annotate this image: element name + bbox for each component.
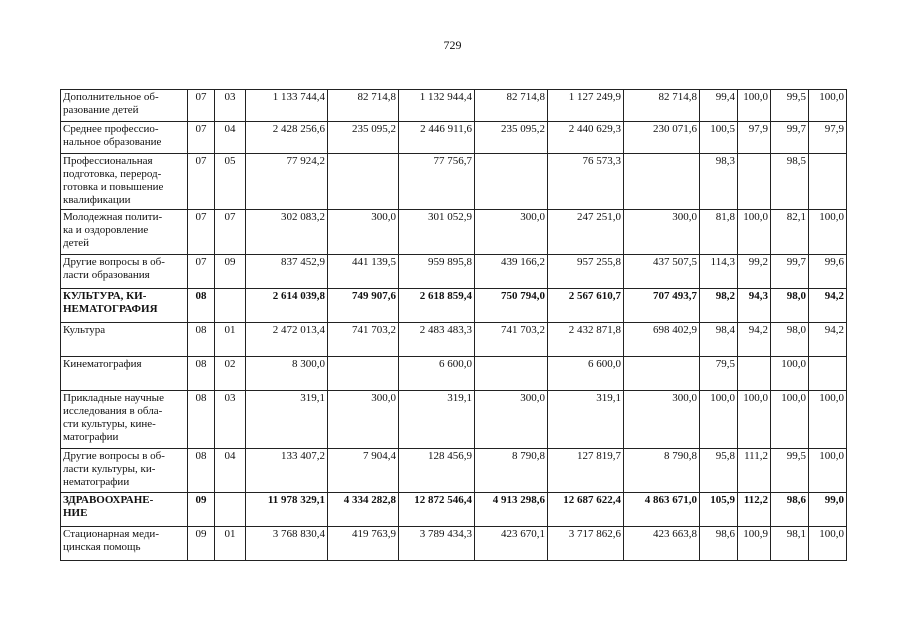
value-cell [475, 357, 548, 391]
table-row [61, 323, 847, 357]
value-cell: 97,9 [809, 122, 847, 154]
value-cell: 76 573,3 [548, 154, 624, 210]
value-cell: 235 095,2 [328, 122, 399, 154]
value-cell: 82 714,8 [624, 90, 700, 122]
value-cell: 114,3 [700, 255, 738, 289]
value-cell [809, 357, 847, 391]
value-cell: 99,0 [809, 493, 847, 527]
value-cell [738, 357, 771, 391]
value-cell: 94,2 [809, 323, 847, 357]
subsection-code-cell: 04 [215, 122, 246, 154]
value-cell: 100,0 [738, 210, 771, 255]
section-code-cell: 08 [188, 391, 215, 449]
subsection-code-cell [215, 493, 246, 527]
value-cell: 100,0 [809, 449, 847, 493]
value-cell: 127 819,7 [548, 449, 624, 493]
section-code-cell: 09 [188, 493, 215, 527]
section-code-cell: 07 [188, 210, 215, 255]
row-name-cell: Среднее профессио- нальное образование [61, 122, 188, 154]
value-cell: 98,0 [771, 289, 809, 323]
value-cell: 6 600,0 [548, 357, 624, 391]
value-cell: 99,5 [771, 90, 809, 122]
value-cell: 98,0 [771, 323, 809, 357]
value-cell: 750 794,0 [475, 289, 548, 323]
value-cell: 98,1 [771, 527, 809, 561]
value-cell: 437 507,5 [624, 255, 700, 289]
value-cell: 419 763,9 [328, 527, 399, 561]
value-cell: 300,0 [624, 391, 700, 449]
value-cell: 100,0 [771, 357, 809, 391]
subsection-code-cell: 02 [215, 357, 246, 391]
page-number: 729 [443, 38, 462, 52]
value-cell: 97,9 [738, 122, 771, 154]
value-cell: 300,0 [328, 391, 399, 449]
value-cell [475, 154, 548, 210]
value-cell: 94,2 [738, 323, 771, 357]
value-cell: 82 714,8 [475, 90, 548, 122]
value-cell: 99,4 [700, 90, 738, 122]
row-name-cell: Другие вопросы в об- ласти культуры, ки- нематографии [61, 449, 188, 493]
value-cell: 3 768 830,4 [246, 527, 328, 561]
value-cell: 302 083,2 [246, 210, 328, 255]
value-cell [328, 154, 399, 210]
section-code-cell: 07 [188, 255, 215, 289]
row-name-cell: Кинематография [61, 357, 188, 391]
value-cell [809, 154, 847, 210]
value-cell: 707 493,7 [624, 289, 700, 323]
value-cell: 99,6 [809, 255, 847, 289]
value-cell: 235 095,2 [475, 122, 548, 154]
value-cell: 105,9 [700, 493, 738, 527]
value-cell: 1 132 944,4 [399, 90, 475, 122]
value-cell: 94,2 [809, 289, 847, 323]
value-cell: 300,0 [475, 210, 548, 255]
table-row [61, 90, 847, 122]
value-cell: 4 913 298,6 [475, 493, 548, 527]
table-row [61, 449, 847, 493]
subsection-code-cell: 01 [215, 323, 246, 357]
value-cell [328, 357, 399, 391]
value-cell: 8 300,0 [246, 357, 328, 391]
value-cell: 230 071,6 [624, 122, 700, 154]
value-cell: 100,0 [809, 90, 847, 122]
table-row [61, 255, 847, 289]
value-cell: 100,0 [700, 391, 738, 449]
value-cell: 99,7 [771, 255, 809, 289]
section-code-cell: 08 [188, 357, 215, 391]
value-cell: 11 978 329,1 [246, 493, 328, 527]
value-cell: 128 456,9 [399, 449, 475, 493]
value-cell: 98,6 [700, 527, 738, 561]
subsection-code-cell: 07 [215, 210, 246, 255]
subsection-code-cell: 01 [215, 527, 246, 561]
section-code-cell: 08 [188, 449, 215, 493]
value-cell: 741 703,2 [475, 323, 548, 357]
value-cell: 81,8 [700, 210, 738, 255]
value-cell: 100,0 [809, 210, 847, 255]
value-cell: 301 052,9 [399, 210, 475, 255]
row-name-cell: Профессиональная подготовка, переpод- готовка и повышение квалификации [61, 154, 188, 210]
value-cell: 959 895,8 [399, 255, 475, 289]
section-code-cell: 07 [188, 122, 215, 154]
table-row [61, 391, 847, 449]
value-cell: 423 663,8 [624, 527, 700, 561]
row-name-cell: Прикладные научные исследования в обла- сти культуры, кине- матографии [61, 391, 188, 449]
value-cell: 99,2 [738, 255, 771, 289]
value-cell: 82 714,8 [328, 90, 399, 122]
table-row [61, 357, 847, 391]
value-cell: 741 703,2 [328, 323, 399, 357]
value-cell: 441 139,5 [328, 255, 399, 289]
row-name-cell: Стационарная меди- цинская помощь [61, 527, 188, 561]
subsection-code-cell: 03 [215, 391, 246, 449]
value-cell: 100,5 [700, 122, 738, 154]
subsection-code-cell [215, 289, 246, 323]
table-row [61, 122, 847, 154]
value-cell: 300,0 [328, 210, 399, 255]
table-row [61, 289, 847, 323]
value-cell: 100,0 [809, 391, 847, 449]
value-cell [738, 154, 771, 210]
value-cell: 3 789 434,3 [399, 527, 475, 561]
subsection-code-cell: 04 [215, 449, 246, 493]
value-cell: 100,0 [738, 391, 771, 449]
value-cell: 6 600,0 [399, 357, 475, 391]
value-cell: 2 614 039,8 [246, 289, 328, 323]
budget-table [60, 89, 847, 561]
value-cell: 100,9 [738, 527, 771, 561]
table-row [61, 154, 847, 210]
value-cell: 1 133 744,4 [246, 90, 328, 122]
value-cell: 98,6 [771, 493, 809, 527]
value-cell: 2 428 256,6 [246, 122, 328, 154]
row-name-cell: Молодежная полити- ка и оздоровление детей [61, 210, 188, 255]
row-name-cell: Другие вопросы в об- ласти образования [61, 255, 188, 289]
table-row [61, 493, 847, 527]
value-cell: 8 790,8 [475, 449, 548, 493]
value-cell: 698 402,9 [624, 323, 700, 357]
section-code-cell: 07 [188, 154, 215, 210]
value-cell: 99,5 [771, 449, 809, 493]
value-cell: 837 452,9 [246, 255, 328, 289]
subsection-code-cell: 03 [215, 90, 246, 122]
subsection-code-cell: 05 [215, 154, 246, 210]
value-cell: 8 790,8 [624, 449, 700, 493]
value-cell: 79,5 [700, 357, 738, 391]
value-cell: 7 904,4 [328, 449, 399, 493]
table-row [61, 210, 847, 255]
value-cell: 2 618 859,4 [399, 289, 475, 323]
value-cell: 319,1 [246, 391, 328, 449]
value-cell: 98,5 [771, 154, 809, 210]
value-cell: 82,1 [771, 210, 809, 255]
value-cell: 98,2 [700, 289, 738, 323]
value-cell: 77 756,7 [399, 154, 475, 210]
value-cell: 1 127 249,9 [548, 90, 624, 122]
value-cell: 319,1 [548, 391, 624, 449]
value-cell: 439 166,2 [475, 255, 548, 289]
value-cell: 98,3 [700, 154, 738, 210]
subsection-code-cell: 09 [215, 255, 246, 289]
value-cell: 4 334 282,8 [328, 493, 399, 527]
value-cell: 12 872 546,4 [399, 493, 475, 527]
row-name-cell: ЗДРАВООХРАНЕ- НИЕ [61, 493, 188, 527]
value-cell: 2 472 013,4 [246, 323, 328, 357]
value-cell: 2 446 911,6 [399, 122, 475, 154]
value-cell: 749 907,6 [328, 289, 399, 323]
value-cell: 133 407,2 [246, 449, 328, 493]
value-cell: 12 687 622,4 [548, 493, 624, 527]
section-code-cell: 08 [188, 289, 215, 323]
value-cell: 2 432 871,8 [548, 323, 624, 357]
value-cell: 99,7 [771, 122, 809, 154]
value-cell: 4 863 671,0 [624, 493, 700, 527]
value-cell: 2 567 610,7 [548, 289, 624, 323]
value-cell: 300,0 [624, 210, 700, 255]
value-cell: 423 670,1 [475, 527, 548, 561]
value-cell: 300,0 [475, 391, 548, 449]
value-cell: 247 251,0 [548, 210, 624, 255]
section-code-cell: 09 [188, 527, 215, 561]
value-cell: 95,8 [700, 449, 738, 493]
row-name-cell: КУЛЬТУРА, КИ- НЕМАТОГРАФИЯ [61, 289, 188, 323]
value-cell: 98,4 [700, 323, 738, 357]
section-code-cell: 07 [188, 90, 215, 122]
value-cell: 111,2 [738, 449, 771, 493]
row-name-cell: Дополнительное об- разование детей [61, 90, 188, 122]
value-cell: 100,0 [771, 391, 809, 449]
value-cell: 3 717 862,6 [548, 527, 624, 561]
value-cell [624, 357, 700, 391]
value-cell: 112,2 [738, 493, 771, 527]
value-cell: 957 255,8 [548, 255, 624, 289]
value-cell: 2 440 629,3 [548, 122, 624, 154]
value-cell: 94,3 [738, 289, 771, 323]
value-cell: 2 483 483,3 [399, 323, 475, 357]
value-cell [624, 154, 700, 210]
row-name-cell: Культура [61, 323, 188, 357]
value-cell: 319,1 [399, 391, 475, 449]
value-cell: 77 924,2 [246, 154, 328, 210]
table-row [61, 527, 847, 561]
value-cell: 100,0 [809, 527, 847, 561]
section-code-cell: 08 [188, 323, 215, 357]
value-cell: 100,0 [738, 90, 771, 122]
